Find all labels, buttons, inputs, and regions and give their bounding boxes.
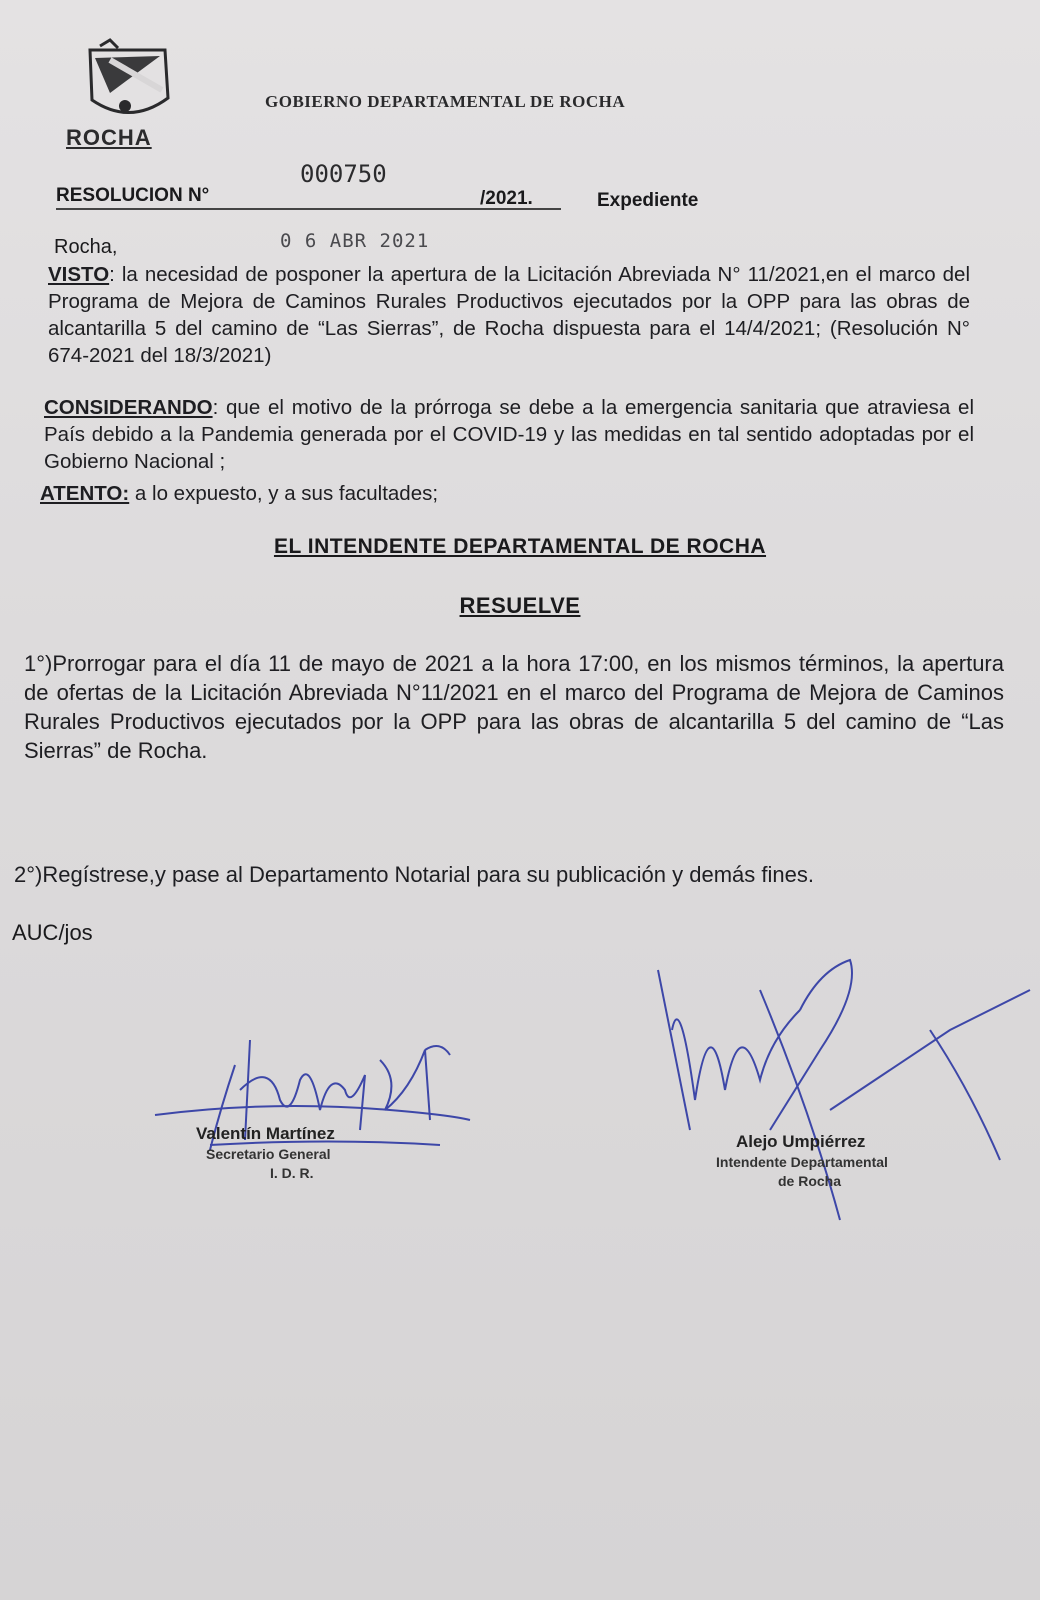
intendente-heading: EL INTENDENTE DEPARTAMENTAL DE ROCHA bbox=[273, 535, 767, 558]
atento-label: ATENTO: bbox=[40, 482, 130, 505]
signature-1-role: Secretario General bbox=[206, 1146, 331, 1162]
visto-paragraph bbox=[48, 261, 970, 369]
signature-umpierrez-icon bbox=[650, 930, 1040, 1230]
resolution-year: /2021. bbox=[480, 188, 533, 209]
considerando-paragraph bbox=[44, 394, 974, 475]
expediente-label: Expediente bbox=[597, 190, 699, 211]
visto-label: VISTO bbox=[48, 263, 110, 286]
considerando-text: : que el motivo de la prórroga se debe a la emergencia sanitaria que atraviesa el País debido a la Pandemia generada por el COVID-19 y las medidas en tal sentido adoptadas por el Gobierno Nacional ; bbox=[44, 396, 974, 473]
logo-text: ROCHA bbox=[66, 125, 152, 150]
government-title: GOBIERNO DEPARTAMENTAL DE ROCHA bbox=[265, 92, 626, 111]
resuelve-heading: RESUELVE bbox=[459, 593, 581, 618]
initials: AUC/jos bbox=[12, 920, 93, 945]
resolution-item-2: 2°)Regístrese,y pase al Departamento Notarial para su publicación y demás fines. bbox=[14, 862, 814, 887]
date-stamp: 0 6 ABR 2021 bbox=[280, 230, 430, 252]
considerando-label: CONSIDERANDO bbox=[44, 396, 213, 419]
signature-2-role: Intendente Departamental bbox=[716, 1154, 888, 1170]
signature-2-name: Alejo Umpiérrez bbox=[736, 1132, 866, 1151]
resolution-label: RESOLUCION N° bbox=[56, 185, 210, 206]
place-label: Rocha, bbox=[54, 236, 118, 258]
resolution-number-handwritten: 000750 bbox=[300, 160, 387, 188]
rocha-coat-of-arms-icon bbox=[70, 38, 180, 128]
signature-2-institution: de Rocha bbox=[778, 1173, 842, 1189]
signature-1-name: Valentín Martínez bbox=[196, 1124, 335, 1143]
visto-text: : la necesidad de posponer la apertura de la Licitación Abreviada N° 11/2021,en el marco del Programa de Mejora de Caminos Rurales Productivos ejecutados por la OPP para las obras de alcantarilla 5 del camino de “Las Sierras”, de Rocha dispuesta para el 14/4/2021; (Resolución N° 674-2021 del 18/3/2021) bbox=[48, 263, 970, 367]
atento-paragraph bbox=[40, 480, 940, 507]
atento-text: a lo expuesto, y a sus facultades; bbox=[129, 482, 439, 505]
resolution-item-1: 1°)Prorrogar para el día 11 de mayo de 2021 a la hora 17:00, en los mismos términos, la apertura de ofertas de la Licitación Abreviada N°11/2021 en el marco del Programa de Mejora de Caminos Rurales Productivos ejecutados por la OPP para las obras de alcantarilla 5 del camino de “Las Sierras” de Rocha. bbox=[24, 651, 1004, 763]
signature-1-institution: I. D. R. bbox=[270, 1165, 314, 1181]
